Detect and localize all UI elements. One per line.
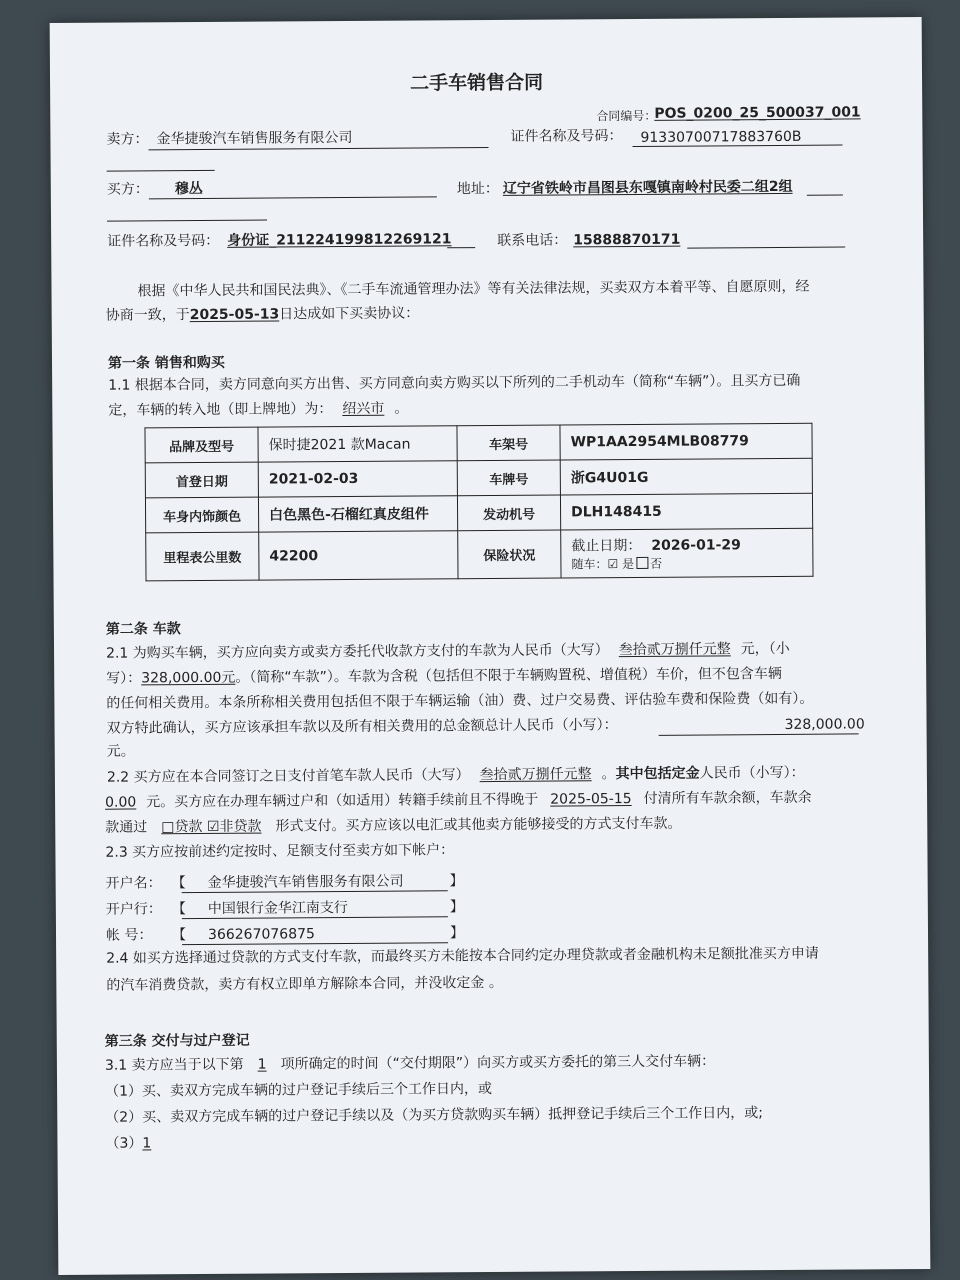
seller-id-underline <box>633 145 843 147</box>
first-payment-words: 叁拾贰万捌仟元整 <box>479 766 592 784</box>
insurance-value: 截止日期： 2026-01-29 随车：☑ 是 否 <box>561 528 813 578</box>
seller-name: 金华捷骏汽车销售服务有限公司 <box>156 129 353 148</box>
bank-value: 中国银行金华江南支行 <box>207 899 348 917</box>
article-2-line-5: 元。 <box>106 743 135 760</box>
plate-value: 浙G4U01G <box>560 458 812 495</box>
account-name-label: 开户名： <box>105 875 162 892</box>
seller-id-label: 证件名称及号码： <box>510 128 623 145</box>
color-label: 车身内饰颜色 <box>145 497 258 533</box>
article-2-line-6: 2.2 买方应在本合同签订之日支付首笔车款人民币（大写） 叁拾贰万捌仟元整 。其中包括定金人民币（小写）： <box>106 764 805 786</box>
vin-label: 车架号 <box>457 425 560 461</box>
article-3-line-3: （2）买、卖双方完成车辆的过户登记手续以及（为买方贷款购买车辆）抵押登记手续后三个工作日内，或; <box>105 1105 763 1126</box>
buyer-id-label: 证件名称及号码： <box>107 232 220 250</box>
document-title: 二手车销售合同 <box>409 71 544 95</box>
buyer-phone-label: 联系电话： <box>497 232 568 249</box>
option-3-value: 1 <box>142 1135 152 1152</box>
delivery-option: 1 <box>257 1056 267 1073</box>
first-reg-value: 2021-02-03 <box>258 461 457 497</box>
deposit-amount: 0.00 <box>105 794 137 811</box>
article-3-line-2: （1）买、卖双方完成车辆的过户登记手续后三个工作日内，或 <box>105 1080 493 1100</box>
account-name-value: 金华捷骏汽车销售服务有限公司 <box>207 873 404 891</box>
buyer-address-label: 地址： <box>456 180 499 198</box>
engine-value: DLH148415 <box>560 493 812 530</box>
contract-paper: 二手车销售合同 合同编号： POS_0200_25_500037_001 卖方： 金华捷骏汽车销售服务有限公司 证件名称及号码： 91330700717883760B 买方： 穆丛 地址： 辽宁省铁岭市昌图县东嘎镇南岭村民委二组2组 证件名称及号码： 身份证_211224199812269121 联系电话： 15888870171 根据《中华人民共和国民法典》、《二手车流通管理办法》等有关法律法规，买卖双方本着平等、自愿原则，经 协商一致，于2025-05-13日达成如下买卖协议： 第一条 销售和购买 1.1 根据本合同，卖方同意向买方出售、买方同意向卖方购买以下所列的二手机动车（简称“车辆”）。且买方已确 定，车辆的转入地（即上牌地）为： 绍兴市 。 品牌及型号 保时捷2021 款Macan 车架号 WP1AA2954MLB08779 首登日期 2021-02-03 车牌号 浙G4U01G 车身内饰颜色 白色黑色-石榴红真皮组件 发动机号 DLH148415 里程表公里数 42200 保险状况 截止日期： 2026-01-29 随车：☑ 是 否 第二条 车款 2.1 为购买车辆，买方应向卖方或卖方委托代收款方支付的车款为人民币（大写） 叁拾贰万捌仟元整 元，（小 写）：328,000.00元。（简称“车款”）。车款为含税（包括但不限于车辆购置税、增值税）车价，但不包含车辆 的任何相关费用。本条所称相关费用包括但不限于车辆运输（油）费、过户交易费、评估验车费和保险费（如有）。 双方特此确认，买方应该承担车款以及所有相关费用的总金额总计人民币（小写）： 328,000.00 元。 2.2 买方应在本合同签订之日支付首笔车款人民币（大写） 叁拾贰万捌仟元整 。其中包括定金人民币（小写）： 0.00 元。买方应在办理车辆过户和（如适用）转籍手续前且不得晚于 2025-05-15 付清所有车款余额，车款余 款通过 □贷款 ☑非贷款 形式支付。买方应该以电汇或其他卖方能够接受的方式支付车款。 2.3 买方应按前述约定按时、足额支付至卖方如下帐户： 开户名： 【 金华捷骏汽车销售服务有限公司 】 开户行： 【 中国银行金华江南支行 】 帐 号： 【 366267076875 】 2.4 如买方选择通过贷款的方式支付车款，而最终买方未能按本合同约定办理贷款或者金融机构未足额批准买方申请 的汽车消费贷款，卖方有权立即单方解除本合同，并没收定金 。 第三条 交付与过户登记 3.1 卖方应当于以下第 1 项所确定的时间（“交付期限”）向买方或买方委托的第三人交付车辆： （1）买、卖双方完成车辆的过户登记手续后三个工作日内，或 （2）买、卖双方完成车辆的过户登记手续以及（为买方贷款购买车辆）抵押登记手续后三个工作日内，或; （3）1 <box>50 17 931 1275</box>
mileage-value: 42200 <box>259 531 458 580</box>
buyer-address-underline <box>807 195 843 196</box>
agreement-date: 2025-05-13 <box>189 306 280 324</box>
buyer-phone-value: 15888870171 <box>573 231 681 249</box>
total-amount-underline <box>659 733 859 735</box>
account-no-label: 帐 号： <box>105 927 153 944</box>
article-1-heading: 第一条 销售和购买 <box>107 354 225 372</box>
intro-line-2: 协商一致，于2025-05-13日达成如下买卖协议： <box>105 305 420 324</box>
table-row <box>145 493 812 533</box>
vin-value: WP1AA2954MLB08779 <box>560 423 812 460</box>
article-2-line-7: 0.00 元。买方应在办理车辆过户和（如适用）转籍手续前且不得晚于 2025-05-15 付清所有车款余额，车款余 <box>105 789 812 811</box>
vehicle-info-table <box>144 423 813 582</box>
article-2-heading: 第二条 车款 <box>105 621 181 638</box>
article-1-line-1: 1.1 根据本合同，卖方同意向买方出售、买方同意向卖方购买以下所列的二手机动车（简称“车辆”）。且买方已确 <box>108 372 801 394</box>
article-2-line-9: 2.3 买方应按前述约定按时、足额支付至卖方如下帐户： <box>105 842 455 861</box>
article-2-line-2: 写）：328,000.00元。（简称“车款”）。车款为含税（包括但不限于车辆购置税、增值税）车价，但不包含车辆 <box>106 665 782 687</box>
final-payment-date: 2025-05-15 <box>550 791 632 808</box>
price-in-words: 叁拾贰万捌仟元整 <box>618 641 731 659</box>
bank-label: 开户行： <box>105 901 162 918</box>
transfer-city: 绍兴市 <box>342 400 385 418</box>
total-amount: 328,000.00 <box>784 716 865 733</box>
article-3-line-1: 3.1 卖方应当于以下第 1 项所确定的时间（“交付期限”）向买方或买方委托的第三人交付车辆： <box>104 1053 716 1074</box>
engine-label: 发动机号 <box>457 495 560 531</box>
article-1-line-2: 定，车辆的转入地（即上牌地）为： 绍兴市 。 <box>108 400 409 419</box>
buyer-phone-underline <box>687 247 845 249</box>
article-2-line-3: 的任何相关费用。本条所称相关费用包括但不限于车辆运输（油）费、过户交易费、评估验车费和保险费（如有）。 <box>106 690 814 712</box>
seller-id-value: 91330700717883760B <box>640 128 802 146</box>
brand-label: 品牌及型号 <box>145 427 258 463</box>
buyer-extra-underline <box>107 220 267 222</box>
buyer-id-underline <box>447 247 475 248</box>
buyer-address-value: 辽宁省铁岭市昌图县东嘎镇南岭村民委二组2组 <box>502 178 793 197</box>
article-2-line-1: 2.1 为购买车辆，买方应向卖方或卖方委托代收款方支付的车款为人民币（大写） 叁拾贰万捌仟元整 元，（小 <box>105 640 790 662</box>
buyer-id-value: 身份证_211224199812269121 <box>227 231 452 249</box>
color-value: 白色黑色-石榴红真皮组件 <box>258 496 457 532</box>
seller-label: 卖方： <box>106 131 149 148</box>
first-reg-label: 首登日期 <box>145 462 258 498</box>
article-3-line-4: （3）1 <box>105 1135 152 1152</box>
table-row <box>145 423 812 463</box>
buyer-label: 买方： <box>106 181 149 198</box>
contract-no-value: POS_0200_25_500037_001 <box>654 104 861 122</box>
table-row <box>146 528 813 581</box>
empty-checkbox-icon <box>636 557 648 569</box>
account-no-value: 366267076875 <box>207 926 315 943</box>
insurance-label: 保险状况 <box>458 530 561 579</box>
article-2-line-4: 双方特此确认，买方应该承担车款以及所有相关费用的总金额总计人民币（小写）： <box>106 717 618 737</box>
plate-label: 车牌号 <box>457 460 560 496</box>
article-3-heading: 第三条 交付与过户登记 <box>104 1032 250 1050</box>
buyer-name: 穆丛 <box>174 180 203 198</box>
article-2-line-11: 的汽车消费贷款，卖方有权立即单方解除本合同，并没收定金 。 <box>106 974 503 994</box>
intro-line-1: 根据《中华人民共和国民法典》、《二手车流通管理办法》等有关法律法规，买卖双方本着平等、自愿原则，经 <box>137 278 810 300</box>
table-row <box>145 458 812 498</box>
seller-extra-underline <box>107 170 215 172</box>
price-number: 328,000.00元 <box>141 669 236 687</box>
contract-no-label: 合同编号： <box>596 108 657 124</box>
brand-value: 保时捷2021 款Macan <box>258 426 457 462</box>
article-2-line-8: 款通过 □贷款 ☑非贷款 形式支付。买方应该以电汇或其他卖方能够接受的方式支付车款。 <box>105 815 682 836</box>
mileage-label: 里程表公里数 <box>146 532 259 581</box>
payment-method: □贷款 ☑非贷款 <box>161 818 262 836</box>
article-2-line-10: 2.4 如买方选择通过贷款的方式支付车款，而最终买方未能按本合同约定办理贷款或者金融机构未足额批准买方申请 <box>106 945 819 967</box>
checked-checkbox-icon: ☑ <box>607 557 619 572</box>
